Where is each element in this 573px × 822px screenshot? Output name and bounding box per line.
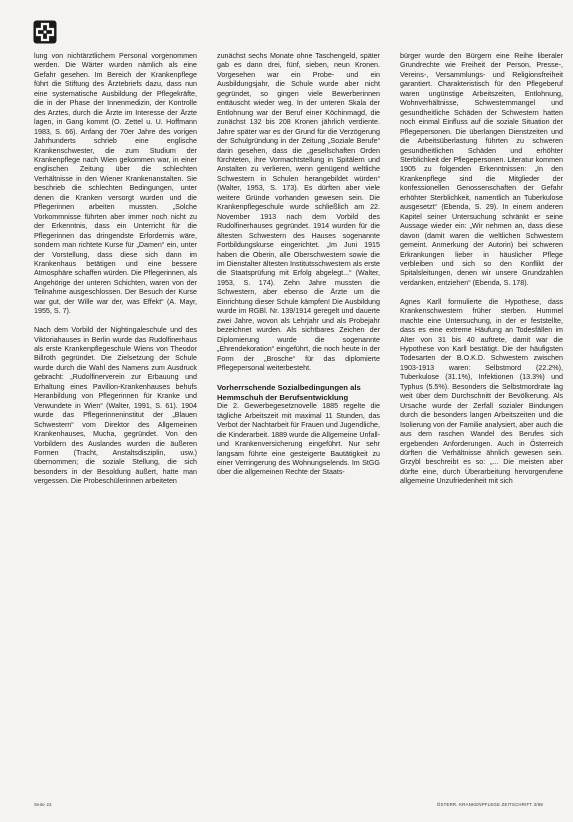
- text-column-left: [34, 52, 197, 496]
- body-paragraph: bürger wurde den Bürgern eine Reihe liberaler Grundrechte wie Freiheit der Person, Presse-, Vereins-, Versammlungs- und Religionsfreiheit garantiert. Charakteristisch für den Pflegeberuf waren ungünstige Arbeitszeiten, Entlohnung, Wohnverhältnisse, Schwesternmangel und gesundheitliche Schäden der Schwestern hatten noch einmal Einfluss auf die soziale Situation der Pflegepersonen. Die überlangen Dienstzeiten und die Arbeitsüberlastung führten zu schweren gesundheitlichen Schäden und erhöhter Sterblichkeit der Pflegepersonen. Literatur kommen 1905 zu folgenden Erkenntnissen: „In den Krankenpflege sind die Mitglieder der konfessionellen Genossenschaften der Gefahr erhöhter Sterblichkeit, namentlich an Tuberkulose ausgesetzt“ (Ebenda, S. 29). In einem anderen Kapitel seiner Untersuchung schränkt er seine Aussage wieder ein: „Wir nehmen an, dass diese davon (damit waren die weltlichen Schwestern gemeint. Anmerkung der Autorin) bei schweren Erkrankungen lieber in häuslicher Pflege verbleiben und sich so den Konflikt der Spitalsleitungen, denen wir unsere Grundzahlen verdanken, entziehen“ (Ebenda, S. 178).: [400, 52, 563, 287]
- page-number: Seite 22: [34, 802, 52, 807]
- magazine-logo-icon: [33, 20, 57, 44]
- section-heading: Vorherrschende Sozialbedingungen als Hemmschuh der Berufsentwicklung: [217, 382, 361, 402]
- journal-title-footer: ÖSTERR. KRANKENPFLEGE ZEITSCHRIFT 3/98: [436, 802, 543, 807]
- body-paragraph: zunächst sechs Monate ohne Taschengeld, später gab es dann drei, fünf, sieben, neun Kronen. Vorgesehen war ein Probe- und ein Ausbildungsjahr, die Schule wurde aber nicht gegründet, so gingen viele Bewerberinnen enttäuscht wieder weg. In der unteren Skala der Entlohnung war der Beruf einer Köchinmagd, die zunächst 132 bis 208 Kronen jährlich verdiente. Jahre später war es der Grund für die Verzögerung der Schulgründung in der Zeitung „Soziale Berufe“ darin gesehen, dass die „gesellschaften Orden fürchteten, ihre Vormachtstellung in Spitälern und Anstalten zu verlieren, wenn genügend weltliche Schwestern in Schulen herangebildet würden“ (Walter, 1953, S. 173). Es dürften aber viele weitere Gründe vorhanden gewesen sein. Die Krankenpflegeschule wurde schließlich am 22. November 1913 nach dem Vorbild des Rudolfinerhauses gegründet. 1914 wurden für die ältesten Schwestern des Hauses sogenannte Fortbildungskurse eingerichtet. „Im Juni 1915 haben die Oberin, alle Oberschwestern sowie die im Dienstalter ältesten Institutsschwestern als erste die Staatsprüfung mit Erfolg abgelegt...“ (Walter, 1953, S. 174). Zehn Jahre mussten die Schwestern, aber ebenso die Ärzte um die Einrichtung dieser Schule kämpfen! Die Ausbildung wurde im RGBl. Nr. 139/1914 geregelt und dauerte zwei Jahre, wovon als Lehrjahr und als Probejahr bezeichnet wurden. Als sichtbares Zeichen der Diplomierung wurde die sogenannte „Ehrendekoration“ eingeführt, die noch heute in der Form der „Brosche“ für das diplomierte Pflegepersonal weiterbesteht.: [217, 52, 380, 372]
- body-paragraph: Nach dem Vorbild der Nightingaleschule und des Viktoriahauses in Berlin wurde das Rudolfinerhaus als erste Krankenpflegeschule Wiens von Theodor Billroth gegründet. Die Zielsetzung der Schule wurde durch die Wahl des Namens zum Ausdruck gebracht: „Rudolfinerverein zur Erbauung und Erhaltung eines Pavillon-Krankenhauses behufs Heranbildung von Pflegerinnen für Kranke und Verwundete in Wien“ (Walter, 1991, S. 61). 1904 wurde das Pflegerinneninstitut der „Blauen Schwestern“ vom Direktor des Allgemeinen Krankenhauses, Mucha, gegründet. Von den Vorbildern des Auslandes wurden die äußeren Formen (Tracht, Anstaltsdisziplin, usw.) übernommen; die soziale Stellung, die sich besonders in der Besoldung äußert, hatte man vergessen. Die Probeschülerinnen arbeiteten: [34, 326, 197, 486]
- text-column-middle: [217, 52, 380, 487]
- body-paragraph: Agnes Karll formulierte die Hypothese, dass Krankenschwestern früher sterben. Hummel machte eine Untersuchung, in der er feststellte, dass es eine extreme Häufung an Todesfällen im Alter von 31 bis 40 auftrete, damit war die Hypothese von Karll bestätigt. Die der häufigsten Todesarten der B.O.K.D. Schwestern zwischen 1903-1913 waren: Selbstmord (22.2%), Tuberkulose (31.1%), Infektionen (13.3%) und Typhus (5.5%). Besonders die Selbstmordrate lag weit über dem Durchschnitt der Bevölkerung. Als Ursache wurde der Zerfall sozialer Bindungen durch die besonders langen Arbeitszeiten und die Isolierung von der Familie analysiert, aber auch die aus dem raschen Wandel des Berufes sich ergebenden Anforderungen. Auch in Österreich dürften die Verhältnisse ähnlich gewesen sein. Grzybl beschreibt es so: „... Die meisten aber dürfte eine, durch Überarbeitung hervorgerufene allgemeine Unzufriedenheit mit sich: [400, 297, 563, 486]
- body-paragraph: lung von nichtärztlichem Personal vorgenommen werden. Die Wärter wurden nämlich als eine Gefahr gesehen. Im Bereich der Krankenpflege führt die Stiftung des Ärztebriefs dazu, dass nun eine systematische Ausbildung der Pflegekräfte, die in der Phase der Innenmedizin, der Kontrolle des Arztes, durch die Ärzte im Interesse der Ärzte lagen, in Gang kommt (O. Zettel u. U. Hoffmann 1983, S. 66). Anfang der 70er Jahre des vorigen Jahrhunderts schrieb eine englische Krankenschwester, die zum Studium der Krankenpflege nach Wien gekommen war, in einer englischen Zeitung über die schlechten Verhältnisse in den Wiener Krankenanstalten. Sie beschrieb die schlechten Bedingungen, unter denen die Kranken versorgt wurden und die Pflegerinnen arbeiten mussten. „Solche Vorkommnisse führten aber immer noch nicht zu der Erkenntnis, dass ein Unterricht für die Pflegerinnen das dringendste Erfordernis wäre, sondern man richtete Kurse für „Damen“ ein, unter der Vorstellung, dass diese sich dann im Krankenhaus betätigen und eine bessere Atmosphäre schaffen würden. Die Pflegerinnen, als Angehörige der unteren Schichten, waren von der Teilnahme ausgeschlossen. Der Besuch der Kurse war gut, der Wille war der, was Effekt“ (A. Mayr, 1955, S. 7).: [34, 52, 197, 316]
- text-column-right: [400, 52, 563, 496]
- body-paragraph: Die 2. Gewerbegesetznovelle 1885 regelte die tägliche Arbeitszeit mit maximal 11 Stunden, das Verbot der Nachtarbeit für Frauen und Jugendliche, die Kinderarbeit. 1889 wurde die Allgemeine Unfall- und Krankenversicherung eingeführt. Nur sehr langsam führte eine gesteigerte Bautätigkeit zu einer Verringerung des Wohnungselends. Im StGG über die allgemeinen Rechte der Staats-: [217, 402, 380, 477]
